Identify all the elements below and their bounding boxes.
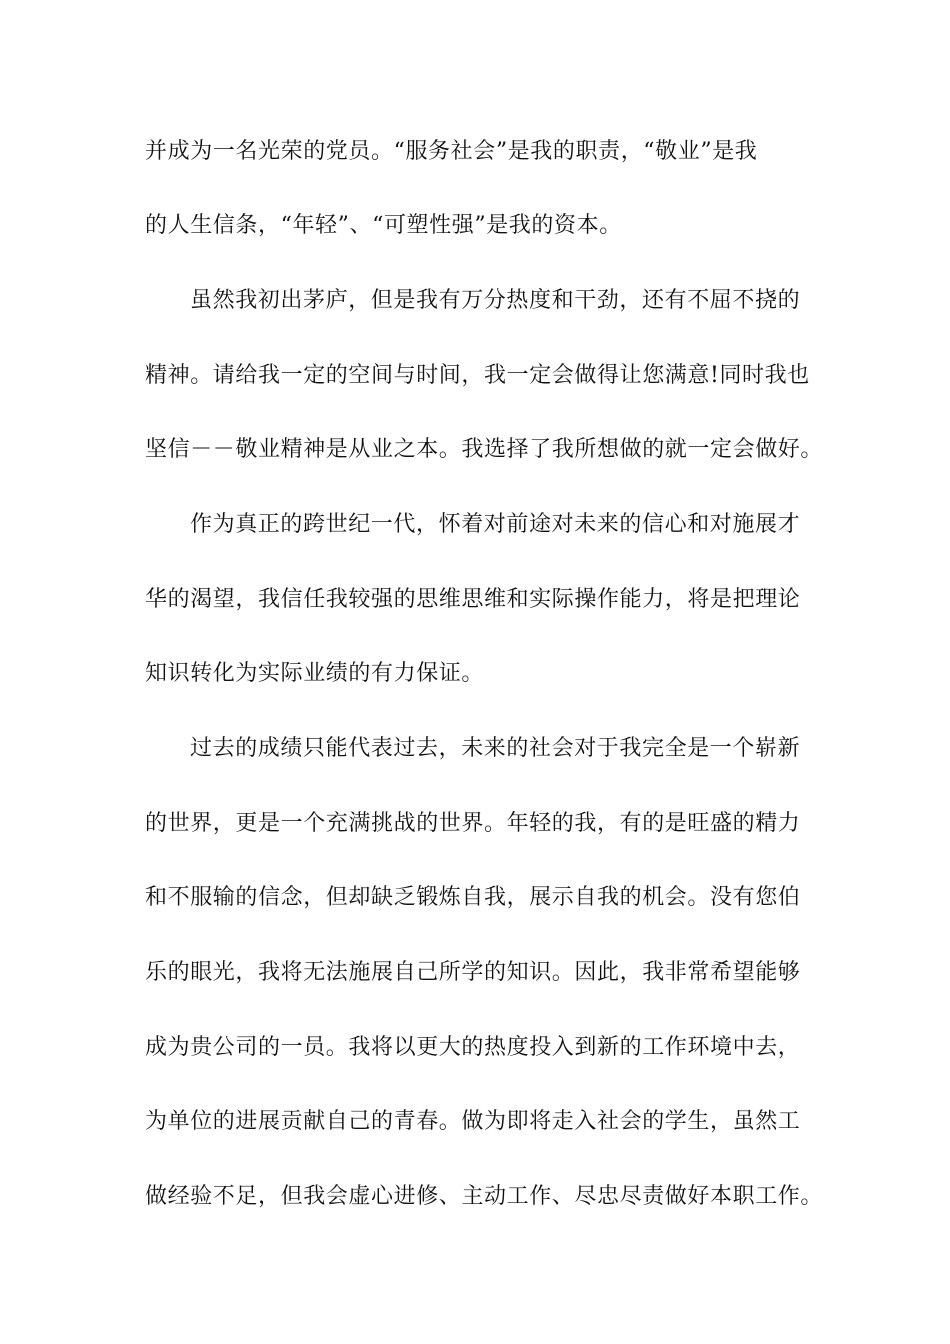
text-line: 知识转化为实际业绩的有力保证。 — [145, 661, 485, 686]
text-line: 坚信－－敬业精神是从业之本。我选择了我所想做的就一定会做好。 — [145, 437, 824, 462]
paragraph-first-line: 虽然我初出茅庐，但是我有万分热度和干劲，还有不屈不挠的 — [190, 288, 801, 313]
paragraph-first-line: 作为真正的跨世纪一代，怀着对前途对未来的信心和对施展才 — [190, 512, 801, 537]
text-line: 乐的眼光，我将无法施展自己所学的知识。因此，我非常希望能够 — [145, 960, 801, 985]
text-line: 成为贵公司的一员。我将以更大的热度投入到新的工作环境中去， — [145, 1035, 801, 1060]
paragraph-first-line: 过去的成绩只能代表过去，未来的社会对于我完全是一个崭新 — [190, 736, 801, 761]
text-line: 精神。请给我一定的空间与时间，我一定会做得让您满意!同时我也 — [145, 363, 810, 388]
text-line: 的人生信条，“年轻”、“可塑性强”是我的资本。 — [145, 213, 622, 238]
text-line: 和不服输的信念，但却缺乏锻炼自我，展示自我的机会。没有您伯 — [145, 885, 801, 910]
text-line: 华的渴望，我信任我较强的思维思维和实际操作能力，将是把理论 — [145, 587, 801, 612]
text-line: 并成为一名光荣的党员。“服务社会”是我的职责，“敬业”是我 — [145, 139, 758, 164]
text-line: 做经验不足，但我会虚心进修、主动工作、尽忠尽责做好本职工作。 — [145, 1184, 824, 1209]
text-line: 的世界，更是一个充满挑战的世界。年轻的我，有的是旺盛的精力 — [145, 811, 801, 836]
text-line: 为单位的进展贡献自己的青春。做为即将走入社会的学生，虽然工 — [145, 1109, 801, 1134]
